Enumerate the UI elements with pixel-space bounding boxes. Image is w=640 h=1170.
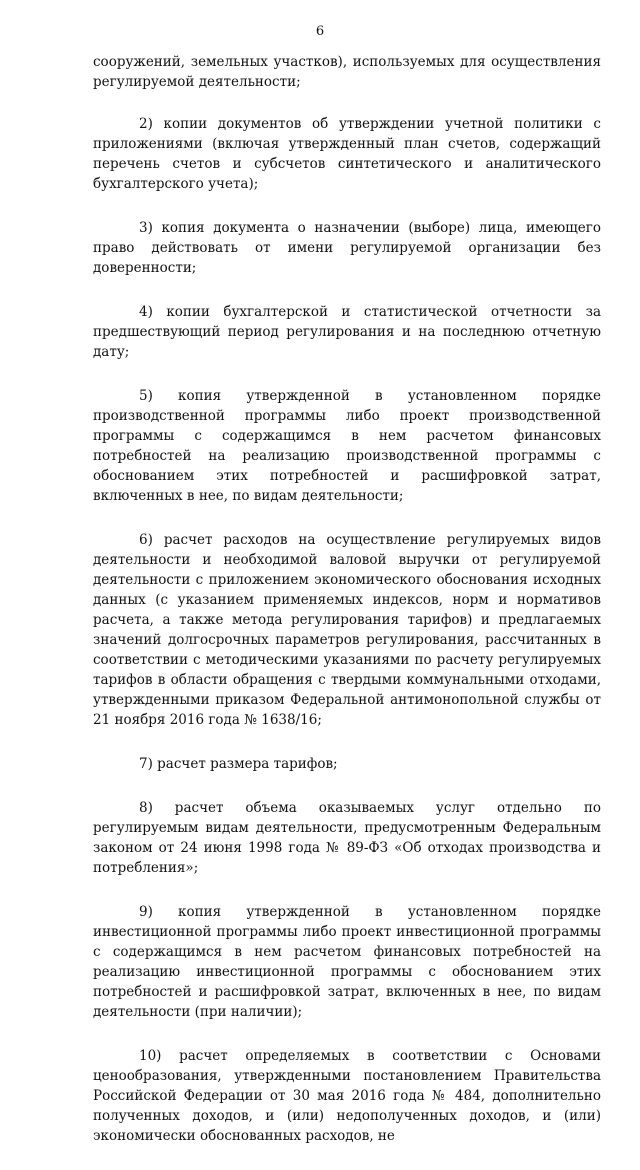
paragraph-continuation: сооружений, земельных участков), используемых для осуществления регулируемой деятельности; [93, 54, 601, 90]
paragraph-item-10: 10) расчет определяемых в соответствии с Основами ценообразования, утвержденными постановлением Правительства Российской Федерации от 30 мая 2016 года № 484, дополнительно полученных доходов, и (или) недополученных доходов, и (или) экономически обоснованных расходов, не [93, 1048, 601, 1144]
paragraph-item-8: 8) расчет объема оказываемых услуг отдельно по регулируемым видам деятельности, предусмотренным Федеральным законом от 24 июня 1998 года № 89-ФЗ «Об отходах производства и потребления»; [93, 800, 601, 876]
paragraph-item-4: 4) копии бухгалтерской и статистической отчетности за предшествующий период регулирования и на последнюю отчетную дату; [93, 304, 601, 360]
paragraph-item-7: 7) расчет размера тарифов; [139, 756, 338, 772]
paragraph-item-9: 9) копия утвержденной в установленном порядке инвестиционной программы либо проект инвестиционной программы с содержащимся в нем расчетом финансовых потребностей на реализацию инвестиционной программы с обоснованием этих потребностей и расшифровкой затрат, включенных в нее, по видам деятельности (при наличии); [93, 904, 601, 1020]
paragraph-item-2: 2) копии документов об утверждении учетной политики с приложениями (включая утвержденный план счетов, содержащий перечень счетов и субсчетов синтетического и аналитического бухгалтерского учета); [93, 116, 601, 192]
paragraph-item-3: 3) копия документа о назначении (выборе) лица, имеющего право действовать от имени регулируемой организации без доверенности; [93, 220, 601, 276]
paragraph-item-6: 6) расчет расходов на осуществление регулируемых видов деятельности и необходимой валовой выручки от регулируемой деятельности с приложением экономического обоснования исходных данных (с указанием применяемых индексов, норм и нормативов расчета, а также метода регулирования тарифов) и предлагаемых значений долгосрочных параметров регулирования, рассчитанных в соответствии с методическими указаниями по расчету регулируемых тарифов в области обращения с твердыми коммунальными отходами, утвержденными приказом Федеральной антимонопольной службы от 21 ноября 2016 года № 1638/16; [93, 532, 601, 728]
document-body [93, 52, 601, 1170]
page-number: 6 [315, 24, 325, 39]
paragraph-item-5: 5) копия утвержденной в установленном порядке производственной программы либо проект производственной программы с содержащимся в нем расчетом финансовых потребностей на реализацию производственной программы с обоснованием этих потребностей и расшифровкой затрат, включенных в нее, по видам деятельности; [93, 388, 601, 504]
